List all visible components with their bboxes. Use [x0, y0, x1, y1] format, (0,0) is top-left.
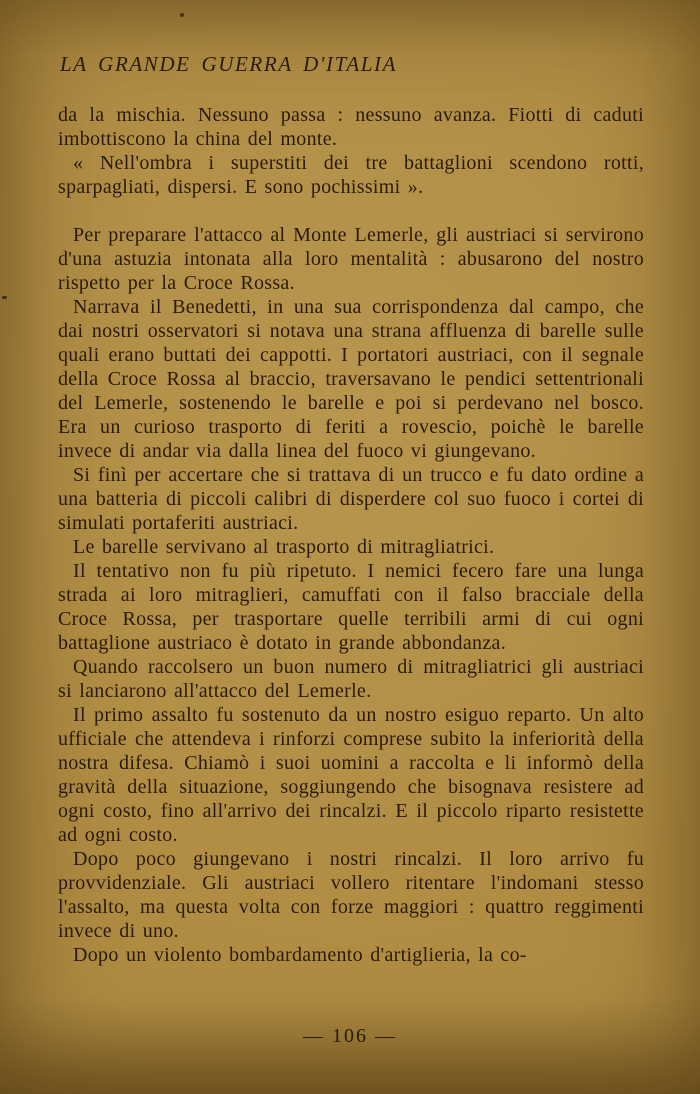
paragraph: Il primo assalto fu sostenuto da un nostro esiguo reparto. Un alto ufficiale che attendeva i rinforzi comprese subito la inferiorità della nostra difesa. Chiamò i suoi uomini a raccolta e li informò della gravità della situazione, soggiungendo che bisognava resistere ad ogni costo, fino all'arrivo dei rincalzi. E il piccolo riparto resistette ad ogni costo.: [58, 704, 644, 846]
paragraph: Il tentativo non fu più ripetuto. I nemici fecero fare una lunga strada ai loro mitraglieri, camuffati con il falso bracciale della Croce Rossa, per trasportare quelle terribili armi di cui ogni battaglione austriaco è dotato in grande abbondanza.: [58, 560, 644, 654]
page-body: [58, 103, 644, 967]
paragraph: Si finì per accertare che si trattava di un trucco e fu dato ordine a una batteria di piccoli calibri di disperdere col suo fuoco i cortei di simulati portaferiti austriaci.: [58, 464, 644, 534]
paragraph: « Nell'ombra i superstiti dei tre battaglioni scendono rotti, sparpagliati, dispersi. E sono pochissimi ».: [58, 152, 644, 198]
paragraph: Quando raccolsero un buon numero di mitragliatrici gli austriaci si lanciarono all'attacco del Lemerle.: [58, 656, 644, 702]
paragraph: da la mischia. Nessuno passa : nessuno avanza. Fiotti di caduti imbottiscono la china del monte.: [58, 104, 644, 150]
paragraph: Le barelle servivano al trasporto di mitragliatrici.: [73, 536, 495, 558]
paper-speck: [180, 13, 184, 17]
paragraph: Dopo un violento bombardamento d'artiglieria, la co-: [73, 944, 527, 966]
page-number: — 106 —: [303, 1025, 397, 1047]
running-title: LA GRANDE GUERRA D'ITALIA: [60, 52, 398, 76]
paper-speck: [2, 296, 7, 299]
paragraph: Dopo poco giungevano i nostri rincalzi. Il loro arrivo fu provvidenziale. Gli austriaci vollero ritentare l'indomani stesso l'assalto, ma questa volta con forze maggiori : quattro reggimenti invece di uno.: [58, 848, 644, 942]
paragraph: Per preparare l'attacco al Monte Lemerle, gli austriaci si servirono d'una astuzia intonata alla loro mentalità : abusarono del nostro rispetto per la Croce Rossa.: [58, 224, 644, 294]
paragraph: Narrava il Benedetti, in una sua corrispondenza dal campo, che dai nostri osservatori si notava una strana affluenza di barelle sulle quali erano buttati dei cappotti. I portatori austriaci, con il segnale della Croce Rossa al braccio, traversavano le pendici settentrionali del Lemerle, sostenendo le barelle e poi si perdevano nel bosco. Era un curioso trasporto di feriti a rovescio, poichè le barelle invece di andar via dalla linea del fuoco vi giungevano.: [58, 296, 644, 462]
